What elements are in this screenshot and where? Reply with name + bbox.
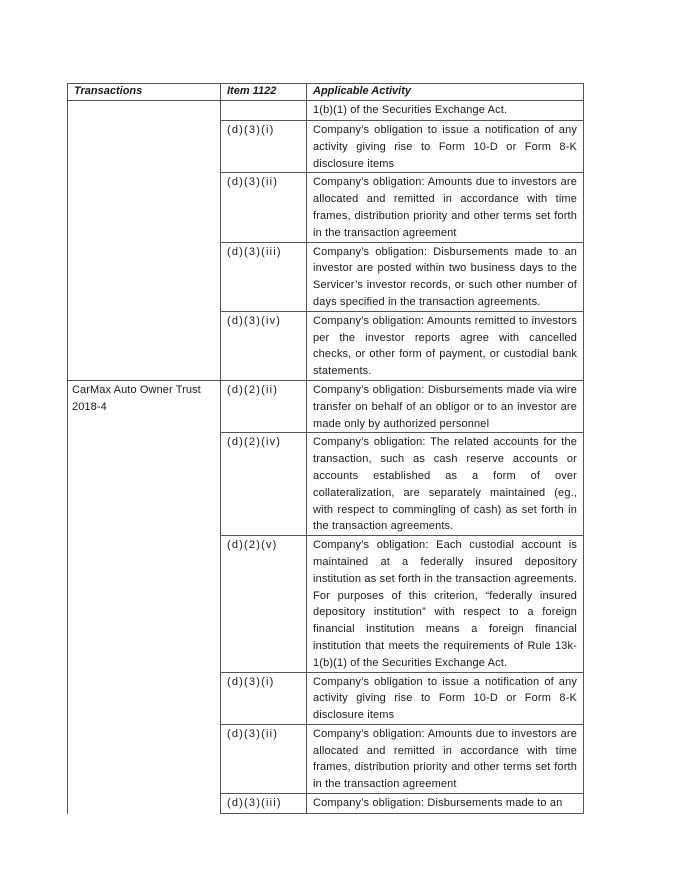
header-item: Item 1122	[221, 84, 307, 101]
activity-text: Company’s obligation: Disbursements made to an	[313, 797, 563, 810]
header-row	[68, 84, 584, 101]
transaction-name: CarMax Auto Owner Trust 2018-4	[72, 383, 201, 413]
activity-text: Company’s obligation: Disbursements made via wire transfer on behalf of an obligor or to an investor are made only by authorized personnel	[313, 383, 577, 430]
activity-text: Company’s obligation: Amounts due to investors are allocated and remitted in accordance with time frames, distribution priority and other terms set forth in the transaction agreement	[313, 176, 577, 239]
item-cell	[221, 536, 307, 672]
item-text: (d)(2)(ii)	[227, 383, 279, 396]
item-cell	[221, 433, 307, 536]
header-transactions: Transactions	[68, 84, 221, 101]
activity-text: Company’s obligation: Amounts remitted to investors per the investor reports agree with cancelled checks, or other form of payment, or custodial bank statements.	[313, 314, 577, 378]
transaction-cell-continued	[68, 101, 221, 381]
activity-text: 1(b)(1) of the Securities Exchange Act.	[313, 104, 508, 116]
item-text: (d)(3)(iii)	[227, 245, 282, 258]
activity-cell	[307, 794, 584, 814]
activity-text: Company’s obligation to issue a notification of any activity giving rise to Form 10-D or Form 8-K disclosure items	[313, 675, 577, 722]
item-text: (d)(3)(iii)	[227, 797, 282, 810]
activity-text: Company’s obligation: Disbursements made to an investor are posted within two business days to the Servicer’s investor records, or such other number of days specified in the transaction agreements.	[313, 245, 577, 308]
item-text: (d)(3)(i)	[227, 675, 275, 688]
item-cell	[221, 311, 307, 380]
servicing-criteria-table	[67, 83, 584, 814]
item-text: (d)(3)(ii)	[227, 727, 279, 740]
activity-cell	[307, 433, 584, 536]
activity-cell	[307, 173, 584, 242]
transaction-cell	[68, 380, 221, 813]
item-text: (d)(2)(iv)	[227, 436, 282, 449]
item-cell	[221, 380, 307, 432]
header-activity: Applicable Activity	[307, 84, 584, 101]
activity-cell	[307, 101, 584, 121]
activity-cell	[307, 672, 584, 724]
item-text: (d)(2)(v)	[227, 539, 278, 552]
item-cell	[221, 794, 307, 814]
item-cell	[221, 121, 307, 173]
item-cell	[221, 101, 307, 121]
activity-text: Company’s obligation to issue a notification of any activity giving rise to Form 10-D or Form 8-K disclosure items	[313, 124, 577, 170]
item-cell	[221, 724, 307, 793]
activity-cell	[307, 724, 584, 793]
activity-cell	[307, 380, 584, 432]
item-cell	[221, 672, 307, 724]
item-cell	[221, 173, 307, 242]
activity-text: Company’s obligation: The related accounts for the transaction, such as cash reserve accounts or accounts established as a form of over collateralization, are separately maintained (eg., with respect to commingling of cash) as set forth in the transaction agreements.	[313, 436, 577, 533]
item-text: (d)(3)(i)	[227, 124, 275, 136]
activity-cell	[307, 242, 584, 311]
item-cell	[221, 242, 307, 311]
table-row	[68, 101, 584, 121]
activity-cell	[307, 121, 584, 173]
activity-cell	[307, 311, 584, 380]
table-row	[68, 380, 584, 432]
activity-text: Company’s obligation: Each custodial account is maintained at a federally insured depository institution as set forth in the transaction agreements. For purposes of this criterion, “federally insured depository institution” with respect to a foreign financial institution means a foreign financial institution that meets the requirements of Rule 13k-1(b)(1) of the Securities Exchange Act.	[313, 539, 577, 669]
item-text: (d)(3)(iv)	[227, 314, 282, 327]
item-text: (d)(3)(ii)	[227, 176, 279, 189]
activity-text: Company’s obligation: Amounts due to investors are allocated and remitted in accordance with time frames, distribution priority and other terms set forth in the transaction agreement	[313, 727, 577, 791]
activity-cell	[307, 536, 584, 672]
